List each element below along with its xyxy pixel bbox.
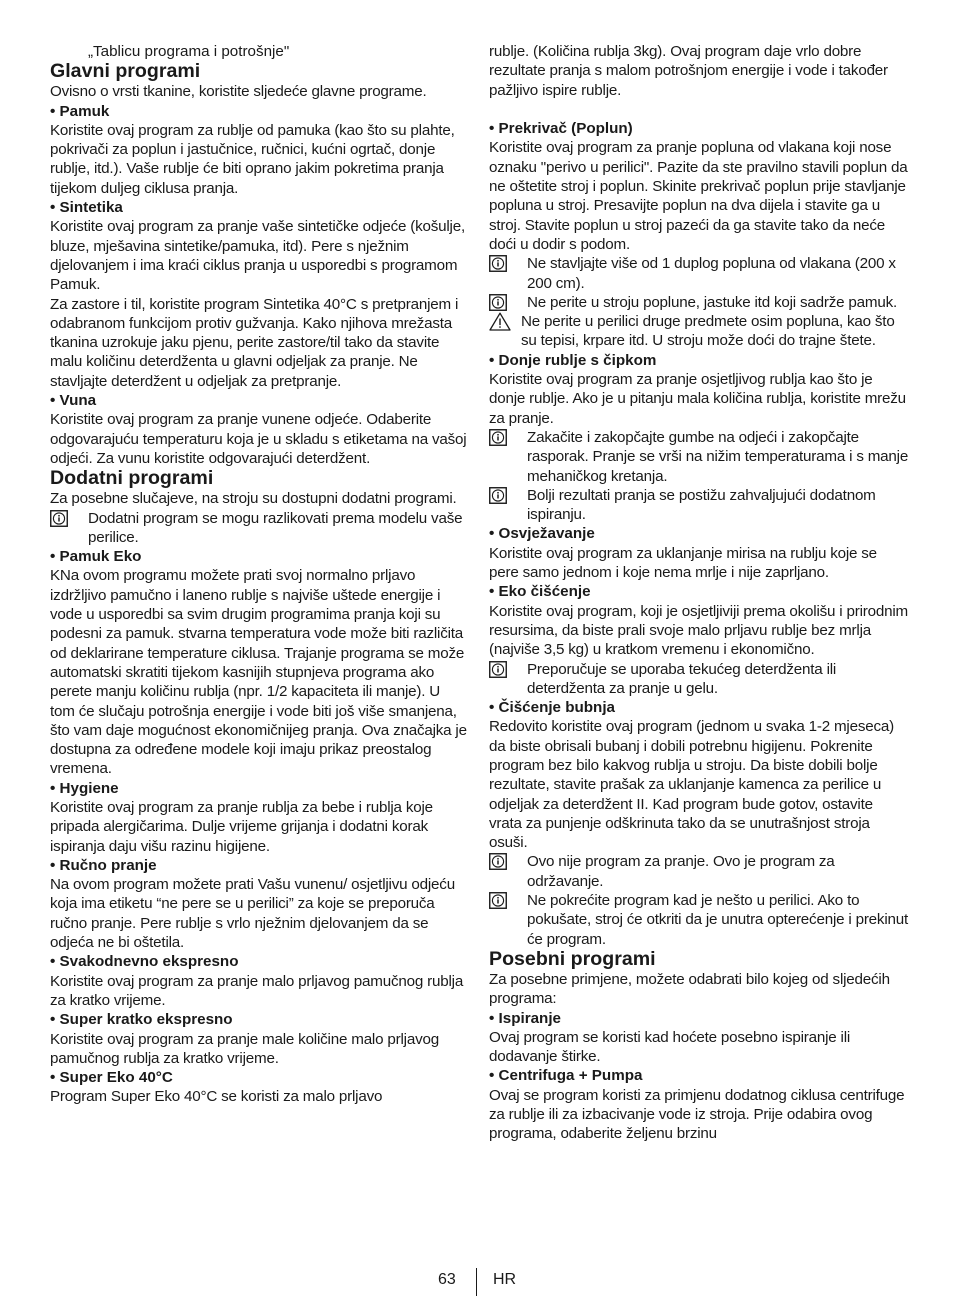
body-text: Za posebne slučajeve, na stroju su dostupni dodatni programi.: [50, 490, 457, 508]
note-text: Bolji rezultati pranja se postižu zahvaljujući dodatnom ispiranju.: [527, 486, 876, 524]
program-name: • Centrifuga + Pumpa: [489, 1067, 643, 1085]
info-icon: [489, 254, 527, 273]
body-text: Ovaj se program koristi za primjenu dodatnog ciklusa centrifuge za rublje ili za izbacivanje vode iz stroja. Prije odabira ovog programa, odaberite željenu brzinu: [489, 1086, 905, 1143]
note-text: Dodatni program se mogu razlikovati prema modelu vaše perilice.: [88, 509, 463, 546]
body-text: Program Super Eko 40°C se koristi za malo prljavo: [50, 1088, 383, 1106]
page-footer: [0, 1270, 954, 1300]
program-name: • Donje rublje s čipkom: [489, 351, 657, 369]
section-heading: Glavni programi: [50, 60, 201, 83]
info-note: [489, 254, 909, 293]
info-icon: [489, 660, 527, 679]
spacer: [489, 100, 909, 119]
info-note: [489, 428, 909, 486]
info-note: [489, 486, 909, 525]
program-name: • Svakodnevno ekspresno: [50, 953, 239, 971]
warning-icon: [489, 312, 521, 331]
info-icon: [50, 509, 88, 528]
body-text: rublje. (Količina rublja 3kg). Ovaj program daje vrlo dobre rezultate pranja s malom potrošnjom energije i vode i također pažljivo ispire rublje.: [489, 43, 888, 99]
program-name: • Super kratko ekspresno: [50, 1011, 233, 1029]
info-icon: [489, 486, 527, 505]
note-text: Zakačite i zakopčajte gumbe na odjeći i zakopčajte rasporak. Pranje se vrši na nižim temperaturama i s manje mehaničkog kretanja.: [527, 428, 909, 485]
body-text: Ovaj program se koristi kad hoćete posebno ispiranje ili dodavanje štirke.: [489, 1028, 851, 1066]
body-text: Na ovom program možete prati Vašu vunenu/ osjetljivu odjeću koja ima etiketu “ne pere se u perilici” za koje se preporuča ručno pranje. Pere rublje s vrlo nježnim djelovanjem da se odjeća ne bi oštetila.: [50, 876, 455, 952]
note-text: Ne perite u stroju poplune, jastuke itd koji sadrže pamuk.: [527, 293, 897, 311]
body-text: Koristite ovaj program za pranje vunene odjeće. Odaberite odgovarajuću temperaturu koja je u skladu s etiketama na vašoj odjeći. Za vunu koristite odgovarajući deterdžent.: [50, 411, 467, 467]
program-name: • Super Eko 40°C: [50, 1069, 173, 1087]
program-name: • Pamuk Eko: [50, 548, 142, 566]
note-text: Ne stavljajte više od 1 duplog popluna od vlakana (200 x 200 cm).: [527, 255, 896, 292]
info-note: [489, 852, 909, 891]
body-text: Koristite ovaj program za uklanjanje mirisa na rublju koje se pere samo jednom i koje nema mrlje i nije zaprljano.: [489, 544, 877, 582]
info-note: [489, 891, 909, 949]
section-heading: Posebni programi: [489, 947, 656, 970]
program-name: • Pamuk: [50, 102, 110, 120]
info-note: [50, 509, 468, 548]
program-name: • Eko čišćenje: [489, 583, 591, 601]
body-text: Redovito koristite ovaj program (jednom u svaka 1-2 mjeseca) da biste obrisali bubanj i dobili potrebnu higijenu. Pokrenite program bez bilo kakvog rublja u stroju. Da biste dobili bolje rezultate, stavite prašak za uklanjanje kamenca za perilice u odjeljak za deterdžent II. Kad program bude gotov, ostavite vrata za punjenje odškrinuta tako da se unutrašnjost stroja osuši.: [489, 718, 894, 852]
page-number: 63: [438, 1271, 456, 1288]
info-icon: [489, 891, 527, 910]
program-name: • Ručno pranje: [50, 856, 157, 874]
program-name: • Hygiene: [50, 779, 119, 797]
body-text: Za zastore i til, koristite program Sintetika 40°C s pretpranjem i odabranom funkcijom protiv gužvanja. Kako njihova mrežasta tkanina uzrokuje jaku pjenu, perite zastore/til tako da stavite malu količinu deterdženta u glavni odjeljak za pranje. Ne stavljajte deterdžent u odjeljak za pretpranje.: [50, 295, 459, 390]
section-heading: Dodatni programi: [50, 467, 214, 490]
body-text: Za posebne primjene, možete odabrati bilo kojeg od sljedećih programa:: [489, 970, 890, 1008]
body-text: Koristite ovaj program za pranje osjetljivog rublja kao što je donje rublje. Ako je u pitanju mala količina rublja, koristite mrežu za pranje.: [489, 371, 906, 427]
right-column: [489, 42, 909, 1144]
body-text: Ovisno o vrsti tkanine, koristite sljedeće glavne programe.: [50, 83, 427, 101]
left-column: [50, 42, 468, 1107]
body-text: Koristite ovaj program za rublje od pamuka (kao što su plahte, pokrivači za poplun i jastučnice, ručnici, kućni ogrtač, donje rublje, itd.). Vaše rublje će biti oprano jakim pokretima pranja tijekom duljeg ciklusa pranja.: [50, 121, 455, 197]
program-name: • Ispiranje: [489, 1009, 561, 1027]
note-text: Preporučuje se uporaba tekućeg deterdženta ili deterdženta za pranje u gelu.: [527, 660, 837, 697]
note-text: Ovo nije program za pranje. Ovo je program za održavanje.: [527, 853, 835, 890]
program-name: • Prekrivač (Poplun): [489, 120, 633, 138]
page-language: HR: [493, 1271, 517, 1288]
program-name: • Sintetika: [50, 199, 123, 217]
info-note: [489, 660, 909, 699]
footer-divider: [476, 1268, 477, 1296]
program-name: • Osvježavanje: [489, 525, 595, 543]
body-text: KNa ovom programu možete prati svoj normalno prljavo izdržljivo pamučno i laneno rublje s najviše uštede energije i vode u usporedbi sa svim drugim programima pranja koji su podesni za pamuk. stvarna temperatura vode može biti različita od deklarirane temperature ciklusa. Trajanje programa se može automatski skratiti tijekom kasnijih stupnjeva programa ako perete manju količinu rublja (npr. 1/2 kapaciteta ili manje). U tom će slučaju potrošnja energije i vode biti još više smanjena, što vam daje mogućnost ekonomičnijeg pranja. Ova značajka je dostupna za određene modele koji imaju prikaz preostalog vremena.: [50, 567, 467, 778]
body-text: Koristite ovaj program, koji je osjetljiviji prema okolišu i prirodnim resursima, da biste prali svoje malo prljavu rublje bez mrlja (najviše 3,5 kg) u kratkom vremenu i ekonomično.: [489, 602, 908, 659]
info-icon: [489, 428, 527, 447]
info-icon: [489, 293, 527, 312]
note-text: Ne pokrećite program kad je nešto u perilici. Ako to pokušate, stroj će otkriti da je unutra opterećenje i prekinut će program.: [527, 892, 909, 948]
body-text: Koristite ovaj program za pranje popluna od vlakana koji nose oznaku "perivo u perilici". Pazite da ste pravilno stavili poplun da ne oštetite stroj i poplun. Skinite prekrivač poplun prije stavljanje popluna u stroj. Presavijte poplun na dva dijela i stavite ga u stroj. Stavite poplun u stroj pazeći da ga stavite tako da neće doći u dodir s podom.: [489, 139, 908, 253]
note-text: Ne perite u perilici druge predmete osim popluna, kao što su tepisi, krpare itd. U stroju može doći do trajne štete.: [521, 313, 895, 350]
info-icon: [489, 852, 527, 871]
body-text: Koristite ovaj program za pranje rublja za bebe i rublja koje pripada alergičarima. Dulje vrijeme grijanja i dodatni korak ispiranja daju višu razinu higijene.: [50, 798, 433, 855]
info-note: [489, 293, 909, 312]
body-text: Koristite ovaj program za pranje malo prljavog pamučnog rublja za kratko vrijeme.: [50, 972, 464, 1009]
body-text: Koristite ovaj program za pranje vaše sintetičke odjeće (košulje, bluze, mješavina sintetike/pamuka, itd). Pere s nježnim djelovanjem i ima kraći ciklus pranja u usporedbi s programom Pamuk.: [50, 218, 465, 294]
program-name: • Vuna: [50, 392, 97, 410]
body-text: Koristite ovaj program za pranje male količine malo prljavog pamučnog rublja za kratko vrijeme.: [50, 1030, 439, 1067]
intro-text: „Tablicu programa i potrošnje": [88, 43, 290, 60]
warning-note: [489, 312, 909, 351]
program-name: • Čišćenje bubnja: [489, 699, 616, 717]
